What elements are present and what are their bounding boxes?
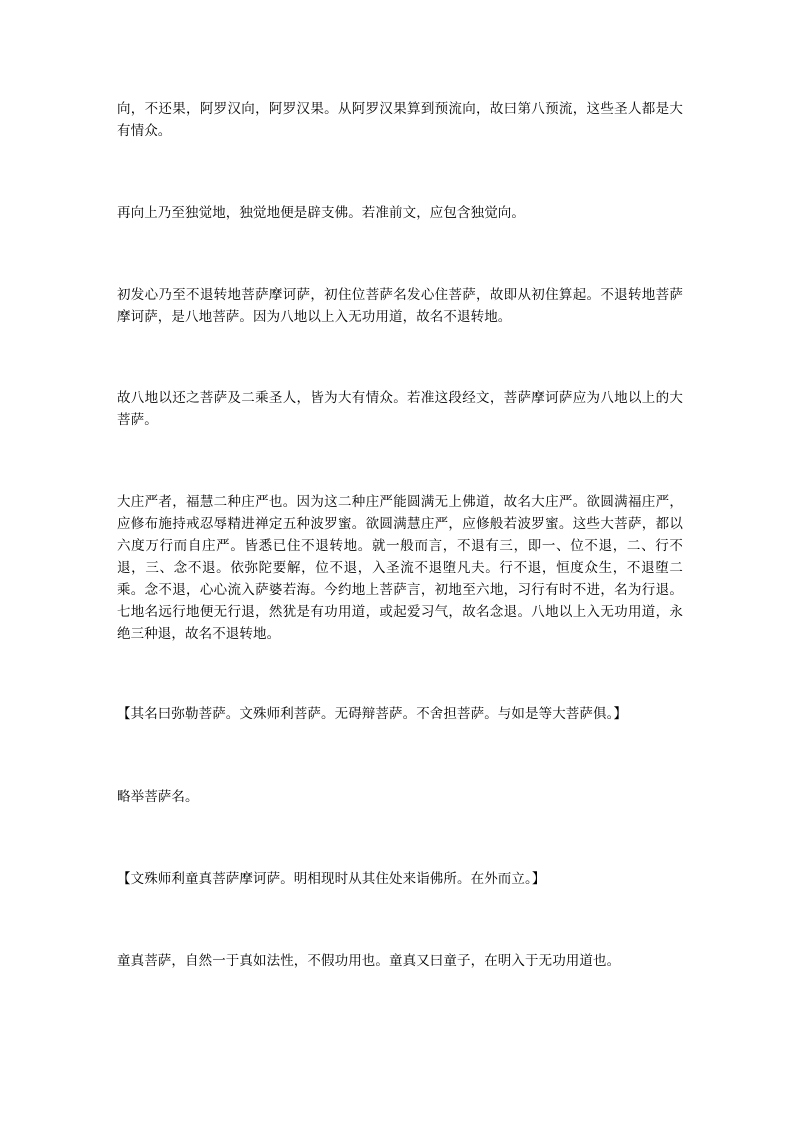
paragraph-non-retrogression-stage: 初发心乃至不退转地菩萨摩诃萨，初住位菩萨名发心住菩萨，故即从初住算起。不退转地菩萨摩诃萨，是八地菩萨。因为八地以上入无功用道，故名不退转地。: [117, 287, 683, 325]
paragraph-youthful-bodhisattva: 童真菩萨，自然一于真如法性，不假功用也。童真又曰童子，在明入于无功用道也。: [117, 953, 621, 969]
sutra-quote-manjushri: 【文殊师利童真菩萨摩诃萨。明相现时从其住处来诣佛所。在外而立。】: [117, 871, 546, 887]
paragraph-great-sentient-beings: 故八地以还之菩萨及二乘圣人，皆为大有情众。若准这段经文，菩萨摩诃萨应为八地以上的大菩萨。: [117, 390, 683, 428]
paragraph-great-adornment: 大庄严者，福慧二种庄严也。因为这二种庄严能圆满无上佛道，故名大庄严。欲圆满福庄严，应修布施持戒忍辱精进禅定五种波罗蜜。欲圆满慧庄严，应修般若波罗蜜。这些大菩萨，都以六度万行而自庄严。皆悉已住不退转地。就一般而言，不退有三，即一、位不退，二、行不退，三、念不退。依弥陀要解，位不退，入圣流不退堕凡夫。行不退，恒度众生，不退堕二乘。念不退，心心流入萨婆若海。今约地上菩萨言，初地至六地，习行有时不进，名为行退。七地名远行地便无行退，然犹是有功用道，或起爱习气，故名念退。八地以上入无功用道，永绝三种退，故名不退转地。: [117, 494, 683, 642]
sutra-quote-bodhisattva-names: 【其名曰弥勒菩萨。文殊师利菩萨。无碍辩菩萨。不舍担菩萨。与如是等大菩萨俱。】: [117, 706, 628, 722]
paragraph-pratyekabuddha: 再向上乃至独觉地，独觉地便是辟支佛。若准前文，应包含独觉向。: [117, 205, 525, 221]
paragraph-arhat-fruits: 向，不还果，阿罗汉向，阿罗汉果。从阿罗汉果算到预流向，故曰第八预流，这些圣人都是大有情众。: [117, 101, 683, 139]
paragraph-bodhisattva-names-note: 略举菩萨名。: [117, 789, 199, 805]
